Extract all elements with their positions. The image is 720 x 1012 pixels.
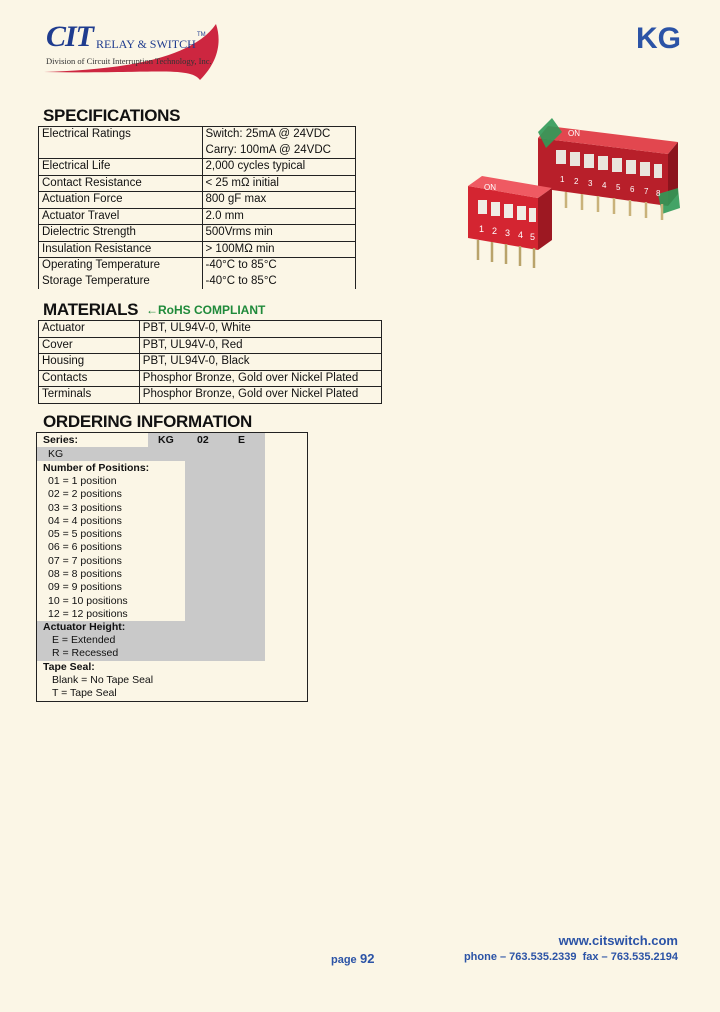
list-item: 12 = 12 positions xyxy=(48,607,128,620)
website-link[interactable]: www.citswitch.com xyxy=(558,933,678,948)
table-row xyxy=(39,258,356,290)
code-series: KG xyxy=(158,434,174,446)
switch-number: 5 xyxy=(616,183,621,192)
spec-label: Dielectric Strength xyxy=(39,225,203,242)
switch-number: 2 xyxy=(574,177,579,186)
series-label: Series: xyxy=(43,434,79,446)
spec-value: > 100MΩ min xyxy=(202,241,355,258)
page-label: page xyxy=(331,954,357,966)
contact-info: phone – 763.535.2339 fax – 763.535.2194 xyxy=(463,951,678,963)
material-part: Terminals xyxy=(39,387,140,404)
spec-value-line: -40°C to 85°C xyxy=(205,274,277,287)
height-label: Actuator Height: xyxy=(43,621,126,633)
materials-title: MATERIALS xyxy=(43,300,139,319)
table-row xyxy=(39,354,382,371)
table-row xyxy=(39,225,356,242)
list-item: 01 = 1 position xyxy=(48,475,117,487)
list-item: T = Tape Seal xyxy=(52,687,117,700)
brand-subtitle: RELAY & SWITCH xyxy=(96,37,196,51)
table-row xyxy=(39,192,356,209)
specifications-table xyxy=(38,126,356,289)
large-switch-illustration xyxy=(538,118,680,220)
spec-label: Electrical Ratings xyxy=(39,127,203,159)
switch-number: 1 xyxy=(560,175,565,184)
spec-value: 2,000 cycles typical xyxy=(202,159,355,176)
switch-number: 8 xyxy=(656,189,661,198)
spec-value xyxy=(202,127,355,159)
code-positions: 02 xyxy=(197,434,209,446)
series-value: KG xyxy=(48,448,64,460)
spec-label xyxy=(39,258,203,290)
list-item: 07 = 7 positions xyxy=(48,554,122,567)
switch-on-label: ON xyxy=(568,129,580,138)
tape-label: Tape Seal: xyxy=(43,661,95,673)
switch-number: 2 xyxy=(492,226,498,236)
small-switch-illustration xyxy=(468,176,552,268)
switch-number: 1 xyxy=(479,224,485,234)
spec-value: 800 gF max xyxy=(202,192,355,209)
spec-value: < 25 mΩ initial xyxy=(202,175,355,192)
switch-number: 3 xyxy=(505,228,511,238)
ordering-title: ORDERING INFORMATION xyxy=(43,412,253,431)
spec-value: 500Vrms min xyxy=(202,225,355,242)
table-row xyxy=(39,159,356,176)
table-row xyxy=(39,127,356,159)
spec-label: Actuator Travel xyxy=(39,208,203,225)
spec-label: Insulation Resistance xyxy=(39,241,203,258)
table-row xyxy=(39,370,382,387)
switch-number: 7 xyxy=(644,187,649,196)
spec-label: Electrical Life xyxy=(39,159,203,176)
material-part: Cover xyxy=(39,337,140,354)
page-number xyxy=(331,951,375,966)
brand-trademark: TM xyxy=(197,32,206,38)
list-item: 06 = 6 positions xyxy=(48,541,122,554)
switch-number: 4 xyxy=(602,181,607,190)
table-row xyxy=(39,241,356,258)
spec-label-line: Storage Temperature xyxy=(42,274,150,287)
material-value: PBT, UL94V-0, Black xyxy=(139,354,381,371)
switch-number: 4 xyxy=(518,230,524,240)
material-value: PBT, UL94V-0, White xyxy=(139,321,381,338)
spec-label-line: Operating Temperature xyxy=(42,259,161,271)
positions-list xyxy=(48,475,128,621)
positions-code-column xyxy=(185,433,222,621)
list-item: 09 = 9 positions xyxy=(48,581,122,594)
materials-table xyxy=(38,320,382,404)
spec-value xyxy=(202,258,355,290)
material-part: Housing xyxy=(39,354,140,371)
list-item: 02 = 2 positions xyxy=(48,488,122,501)
page-number-value: 92 xyxy=(360,951,375,966)
table-row xyxy=(39,387,382,404)
spec-value: 2.0 mm xyxy=(202,208,355,225)
spec-label: Actuation Force xyxy=(39,192,203,209)
tape-list xyxy=(52,674,153,701)
switch-number: 5 xyxy=(530,232,536,242)
table-row xyxy=(39,208,356,225)
specifications-title: SPECIFICATIONS xyxy=(43,106,181,125)
switch-number: 3 xyxy=(588,179,593,188)
spec-value-line: Carry: 100mA @ 24VDC xyxy=(205,143,331,156)
material-part: Actuator xyxy=(39,321,140,338)
list-item: 05 = 5 positions xyxy=(48,528,122,541)
brand-division: Division of Circuit Interruption Technology, Inc. xyxy=(46,56,212,66)
series-code-heading: KG xyxy=(636,22,681,55)
switch-number: 6 xyxy=(630,185,635,194)
height-list xyxy=(52,634,118,661)
rohs-compliant-badge: ←RoHS COMPLIANT xyxy=(146,303,266,317)
switch-on-label: ON xyxy=(484,183,496,192)
spec-label: Contact Resistance xyxy=(39,175,203,192)
spec-value-line: -40°C to 85°C xyxy=(205,259,277,271)
list-item: 08 = 8 positions xyxy=(48,568,122,581)
material-part: Contacts xyxy=(39,370,140,387)
brand-logo: CIT xyxy=(46,20,94,53)
spec-value-line: Switch: 25mA @ 24VDC xyxy=(205,128,331,140)
material-value: Phosphor Bronze, Gold over Nickel Plated xyxy=(139,370,381,387)
list-item: E = Extended xyxy=(52,634,116,646)
material-value: Phosphor Bronze, Gold over Nickel Plated xyxy=(139,387,381,404)
list-item: 10 = 10 positions xyxy=(48,594,128,607)
code-height: E xyxy=(238,434,246,446)
material-value: PBT, UL94V-0, Red xyxy=(139,337,381,354)
height-code-column xyxy=(222,433,265,621)
list-item: 03 = 3 positions xyxy=(48,501,122,514)
list-item: 04 = 4 positions xyxy=(48,514,122,527)
table-row xyxy=(39,321,382,338)
table-row xyxy=(39,337,382,354)
list-item: Blank = No Tape Seal xyxy=(52,674,154,686)
table-row xyxy=(39,175,356,192)
list-item: R = Recessed xyxy=(52,647,119,660)
positions-label: Number of Positions: xyxy=(43,462,150,474)
dip-switch-photo xyxy=(448,110,698,280)
